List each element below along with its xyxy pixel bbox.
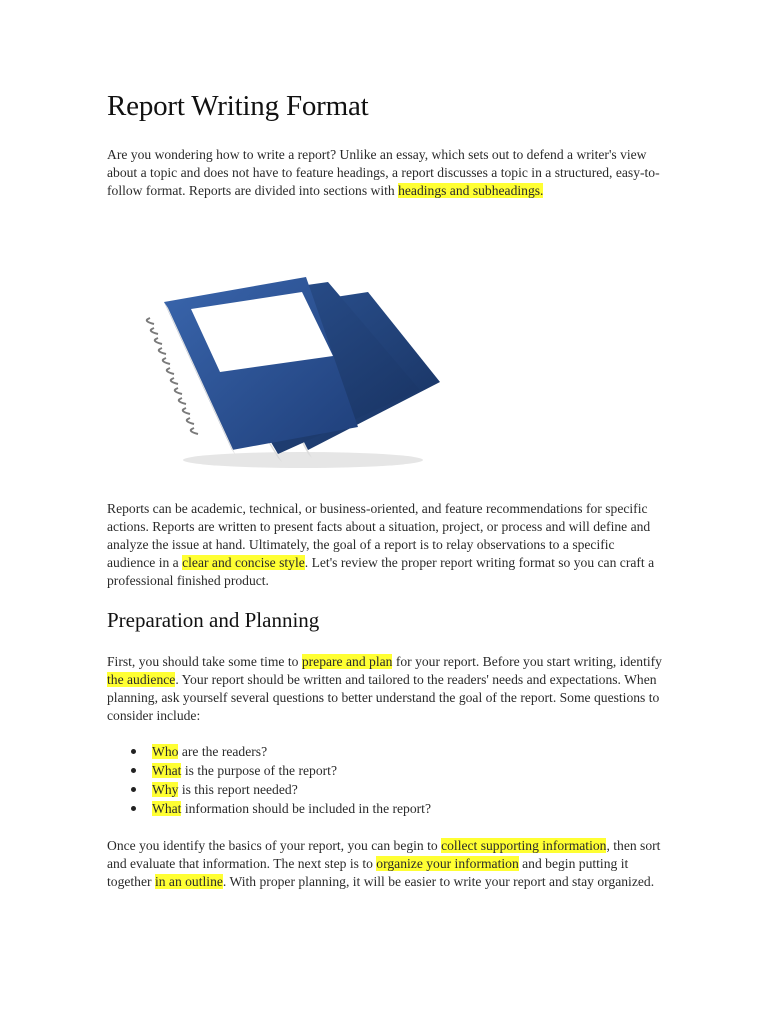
- question-keyword: Who: [152, 744, 179, 759]
- closing-text-3: and begin putting it together: [107, 856, 629, 889]
- planning-text-3: . Your report should be written and tailored to the readers' needs and expectations. When planning, ask yourself several questions to better understand the goal of the report. Some questions to consider include:: [107, 672, 660, 723]
- overview-paragraph: [107, 500, 663, 590]
- highlight-organize-info: organize your information: [376, 856, 519, 871]
- question-keyword: What: [152, 801, 182, 816]
- planning-text-2: for your report. Before you start writing, identify: [392, 654, 662, 669]
- bullet-icon: [131, 787, 136, 792]
- closing-paragraph: [107, 837, 663, 891]
- highlight-prepare-plan: prepare and plan: [301, 654, 393, 669]
- list-item: [107, 761, 431, 780]
- planning-paragraph: [107, 653, 663, 725]
- bullet-icon: [131, 749, 136, 754]
- question-text: is the purpose of the report?: [181, 763, 337, 778]
- intro-paragraph: [107, 146, 663, 200]
- planning-text-1: First, you should take some time to: [107, 654, 302, 669]
- question-text: is this report needed?: [178, 782, 298, 797]
- highlight-collect-info: collect supporting information: [441, 838, 607, 853]
- closing-text-1: Once you identify the basics of your report, you can begin to: [107, 838, 442, 853]
- list-item: [107, 799, 431, 818]
- list-item: [107, 742, 431, 761]
- question-keyword: Why: [152, 782, 179, 797]
- question-keyword: What: [152, 763, 182, 778]
- question-text: information should be included in the report?: [181, 801, 431, 816]
- overview-text-1: Reports can be academic, technical, or business-oriented, and feature recommendations for specific actions. Reports are written to present facts about a situation, project, or process and will define and analyze the issue at hand. Ultimately, the goal of a report is to relay observations to a specific audience in a: [107, 501, 651, 570]
- list-item: [107, 780, 431, 799]
- closing-text-4: . With proper planning, it will be easier to write your report and stay organized.: [222, 874, 655, 889]
- bullet-icon: [131, 768, 136, 773]
- spiral-notebooks-icon: [128, 272, 448, 472]
- questions-list: [107, 742, 431, 818]
- overview-text-2: . Let's review the proper report writing format so you can craft a professional finished product.: [107, 555, 655, 588]
- page-title: Report Writing Format: [107, 90, 369, 122]
- closing-text-2: , then sort and evaluate that information. The next step is to: [107, 838, 661, 871]
- intro-text-1: Are you wondering how to write a report? Unlike an essay, which sets out to defend a writer's view about a topic and does not have to feature headings, a report discusses a topic in a structured, easy-to-follow format. Reports are divided into sections with: [107, 147, 660, 198]
- highlight-clear-concise: clear and concise style: [182, 555, 305, 570]
- highlight-audience: the audience: [107, 672, 176, 687]
- highlight-headings-subheadings: headings and subheadings.: [398, 183, 544, 198]
- bullet-icon: [131, 806, 136, 811]
- highlight-outline: in an outline: [154, 874, 223, 889]
- question-text: are the readers?: [178, 744, 268, 759]
- section-heading: Preparation and Planning: [107, 608, 320, 632]
- spiral-notebooks-image: [128, 272, 448, 472]
